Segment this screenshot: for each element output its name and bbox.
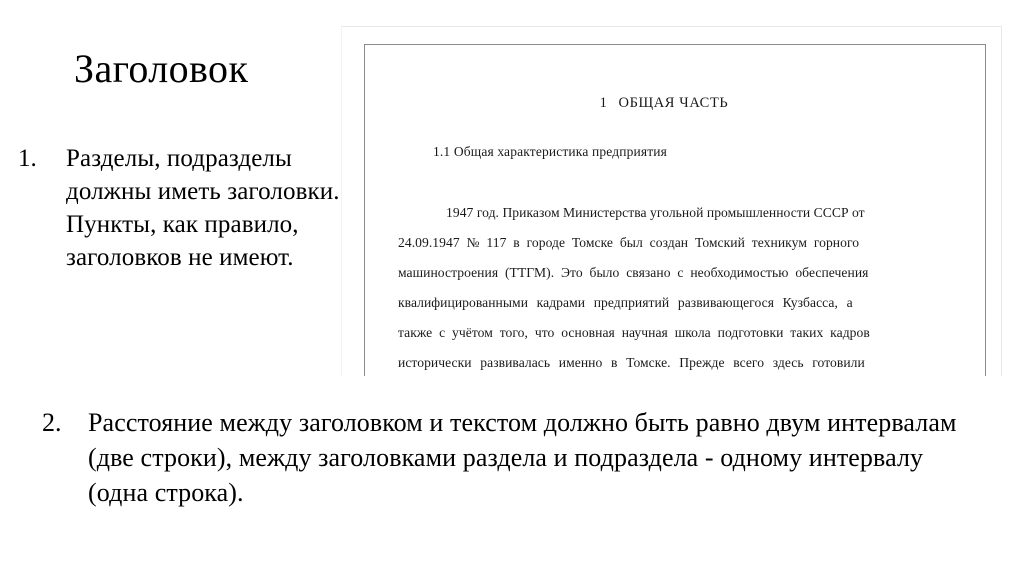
list-item (18, 142, 358, 274)
document-body-line: исторически развивалась именно в Томске. Прежде всего здесь готовили (398, 355, 865, 370)
document-body-line: также с учётом того, что основная научная школа подготовки таких кадров (398, 325, 870, 340)
list-item (42, 405, 982, 510)
list-item-marker: 2. (42, 408, 62, 437)
document-screenshot-panel (341, 26, 1002, 376)
document-heading (365, 94, 985, 112)
document-body-line: машиностроения (ТТГМ). Это было связано с необходимостью обеспечения (398, 265, 869, 280)
document-body-line: квалифицированными кадрами предприятий развивающегося Кузбасса, а (398, 295, 853, 310)
document-subheading: 1.1 Общая характеристика предприятия (433, 144, 668, 159)
document-body (398, 198, 957, 376)
list-item-text: Разделы, подразделы должны иметь заголовки. Пункты, как правило, заголовков не имеют. (66, 145, 340, 271)
list-item-text: Расстояние между заголовком и текстом должно быть равно двум интервалам (две строки), между заголовками раздела и подраздела - одному интервалу (одна строка). (88, 408, 957, 507)
list-item-marker: 1. (18, 145, 37, 172)
document-content (365, 45, 985, 376)
document-page (364, 44, 986, 376)
document-heading-text: ОБЩАЯ ЧАСТЬ (618, 95, 729, 111)
page-title: Заголовок (74, 46, 249, 91)
document-body-line: 24.09.1947 № 117 в городе Томске был создан Томский техникум горного (398, 235, 860, 250)
document-heading-number: 1 (599, 95, 608, 111)
document-body-line: 1947 год. Приказом Министерства угольной промышленности СССР от (446, 205, 865, 220)
